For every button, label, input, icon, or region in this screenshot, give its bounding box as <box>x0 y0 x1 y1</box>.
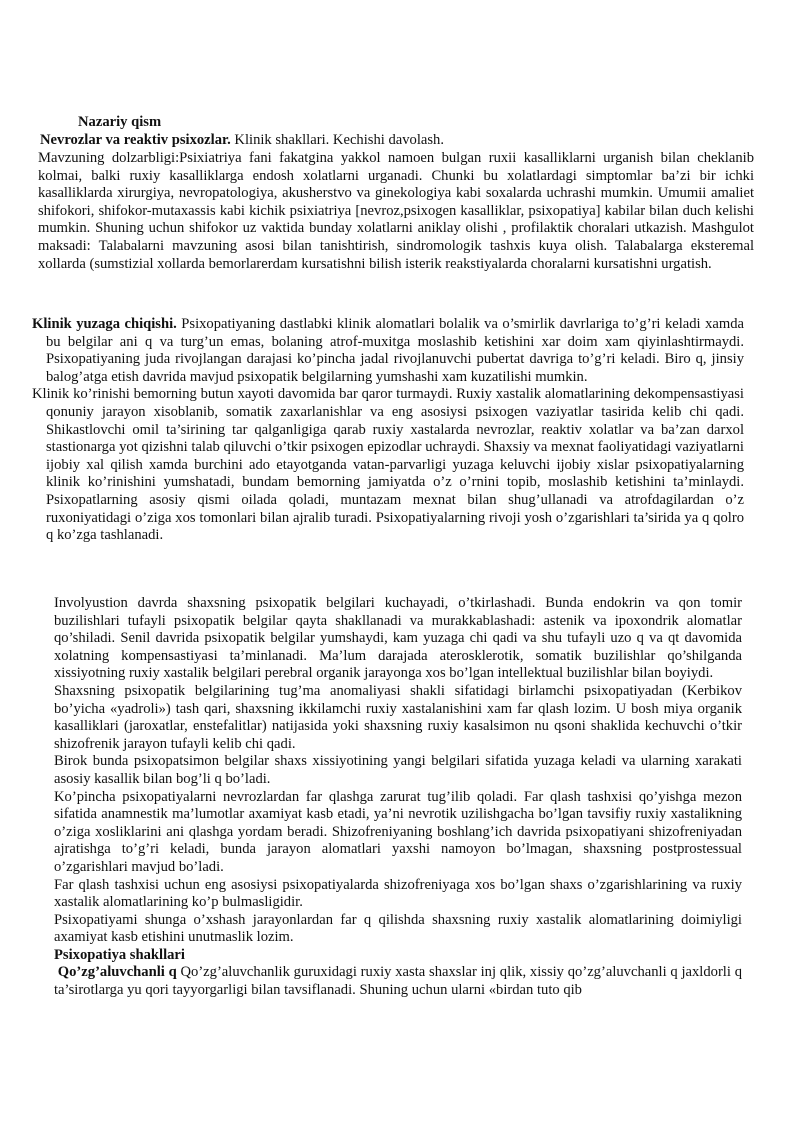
topic-rest: Klinik shakllari. Kechishi davolash. <box>230 132 444 148</box>
clinical-picture-paragraph: Klinik ko’rinishi bemorning butun xayoti davomida bar qaror turmaydi. Ruxiy xastalik alomatlarining dekompensastiyasi qonuniy jarayon xisoblanib, somatik zaxarlanishlar va eng asosiysi psixogen vaziyatlar tasirida kelib chi qadi. Shikastlovchi omil ta’sirining tar qalganligiga qarab ruxiy xastalarda nevrozlar, reaktiv xolatlar va ba’zan darxol stastionarga yot qizishni talab qiluvchi o’tkir psixogen epizodlar uchraydi. Shaxsiy va mexnat faoliyatidagi vaziyatlarni ijobiy xal qilish xamda burchini ado etayotganda vatan-parvarligi yuzaga keluvchi ijobiy xislar psixopatiyalarning klinik ko’rinishini yumshatadi, bundam bemorning jamiyatda o’z o’rnini topib, moslashib ketishini ta’minlaydi. Psixopatlarning asosiy qismi oilada qoladi, muntazam mexnat bilan shug’ullanadi va atrofdagilardan o’z ruxoniyatidagi o’ziga xos tomonlari bilan ajralib turadi. Psixopatiyalarning rivoji yosh o’zgarishlari ta’sirida ya q qolro q ko’zga tashlanadi. <box>32 386 744 544</box>
subheading: Psixopatiya shakllari <box>54 946 185 963</box>
clinical-section <box>32 316 744 545</box>
clinical-paragraph <box>32 316 744 386</box>
body-section <box>54 595 742 1000</box>
paragraph-diagnosis: Far qlash tashxisi uchun eng asosiysi psixopatiyalarda shizofreniyaga xos bo’lgan shaxs o’zgarishlarining va ruxiy xastalik alomatlarining ko’p bulmasligidir. <box>54 876 742 911</box>
paragraph-excitable <box>54 964 742 999</box>
topic-line <box>40 132 760 150</box>
clinical-text: Psixopatiyaning dastlabki klinik alomatlari bolalik va o’smirlik davrlariga to’g’ri keladi xamda bu belgilar ani q va turg’un emas, bolaning atrof-muxitga moslashib ketishini xar doim xam qiyinlashtirmaydi. Psixopatiyaning juda rivojlangan darajasi ko’pincha jadal rivojlanuvchi pubertat davriga to’g’ri keladi. Biro q, jinsiy balog’atga etish davrida mavjud psixopatik belgilarning yumshashi xam kuzatilishi mumkin. <box>46 316 744 385</box>
topic-bold: Nevrozlar va reaktiv psixozlar. <box>40 132 231 148</box>
paragraph-secondary: Shaxsning psixopatik belgilarining tug’ma anomaliyasi shakli sifatidagi birlamchi psixopatiyadan (Kerbikov bo’yicha «yadroli») tash qari, shaxsning ikkilamchi ruxiy xastalanishini xam far qlash lozim. U bosh miya organik kasalliklari (jaroxatlar, enstefalitlar) natijasida yoki shaxsning ruxiy kasalsimon nu qsoni shaklida kechuvchi o’tkir shizofrenik jarayon tufayli kelib chi qadi. <box>54 682 742 752</box>
excitable-lead: Qo’zg’aluvchanli q <box>57 964 177 981</box>
paragraph-differential: Ko’pincha psixopatiyalarni nevrozlardan far qlashga zarurat tug’ilib qoladi. Far qlash tashxisi qo’yishga mezon sifatida anamnestik ma’lumotlar axamiyat kasb etadi, ya’ni nevrotik uzilishgacha bo’lgan tavsifiy ruxiy xastalikning o’ziga xosliklarini ani qlashga yordam beradi. Shizofreniyaning boshlang’ich davrida psixopatiyani shizofreniyadan ajratishga to’g’ri keladi, bunda jarayon alomatlari yaxshi namoyon bo’lmagan, shaxsning postprostessual o’zgarishlari mavjud bo’ladi. <box>54 788 742 875</box>
intro-paragraph: Mavzuning dolzarbligi:Psixiatriya fani fakatgina yakkol namoen bulgan ruxii kasalliklarni urganish bilan cheklanib kolmai, balki ruxiy kasalliklarga endosh xolatlarni urganadi. Chunki bu xolatlardagi simptomlar ba’zi bir ichki kasalliklarda xirurgiya, nevropatologiya, akusherstvo va ginekologiya kabi soxalarda uchrashi mumkin. Umumii amaliet shifokori, shifokor-mutaxassis kabi kichik psixiatriya [nevroz,psixogen kasalliklar, psixopatiya] kabilar bilan duch kelishi mumkin. Shuning uchun shifokor uz vaktida bunday xolatlarni aniklay olishi , profilaktik choralari utkazish. Mashgulot maksadi: Talabalarni mavzuning asosi bilan tanishtirish, sindromologik tashxis kuya olish. Talabalarga eksteremal xollarda (sumstizial xollarda bemorlarerdam kursatishni bilish isterik reakstiyalarda choralarni kursatishni urgatish. <box>38 150 754 272</box>
paragraph-constancy: Psixopatiyami shunga o’xshash jarayonlardan far q qilishda shaxsning ruxiy xastalik alomatlarining doimiyligi axamiyat kasb etishini unutmaslik lozim. <box>54 911 742 946</box>
clinical-lead: Klinik yuzaga chiqishi. <box>32 316 177 332</box>
excitable-text: Qo’zg’aluvchanlik guruxidagi ruxiy xasta shaxslar inj qlik, xissiy qo’zg’aluvchanli q jaxldorli q ta’sirotlarga yu qori tayyorgarligi bilan tavsiflanadi. Shuning uchun ularni «birdan tuto qib <box>54 964 742 999</box>
section-title: Nazariy qism <box>78 114 162 130</box>
paragraph-however: Birok bunda psixopatsimon belgilar shaxs xissiyotining yangi belgilari sifatida yuzaga keladi va ularning xarakati asosiy kasallik bilan bog’li q bo’ladi. <box>54 753 742 787</box>
paragraph-involution: Involyustion davrda shaxsning psixopatik belgilari kuchayadi, o’tkirlashadi. Bunda endokrin va qon tomir buzilishlari tufayli psixopatik belgilar qayta shakllanadi va murakkablashadi: astenik va ipoxondrik alomatlar qo’shiladi. Senil davrida psixopatik belgilar yumshaydi, kam yuzaga chi qadi va shu tufayli uzo q va qt davomida xolatning kompensastiyasi ta’minlanadi. Ma’lum darajada aterosklerotik, somatik buzilishlar qo’shilganda xissiyotning ruxiy xastalik belgilari perebral organik jarayonga xos bo’lgan intellektual buzilishlar bilan boyiydi. <box>54 595 742 682</box>
